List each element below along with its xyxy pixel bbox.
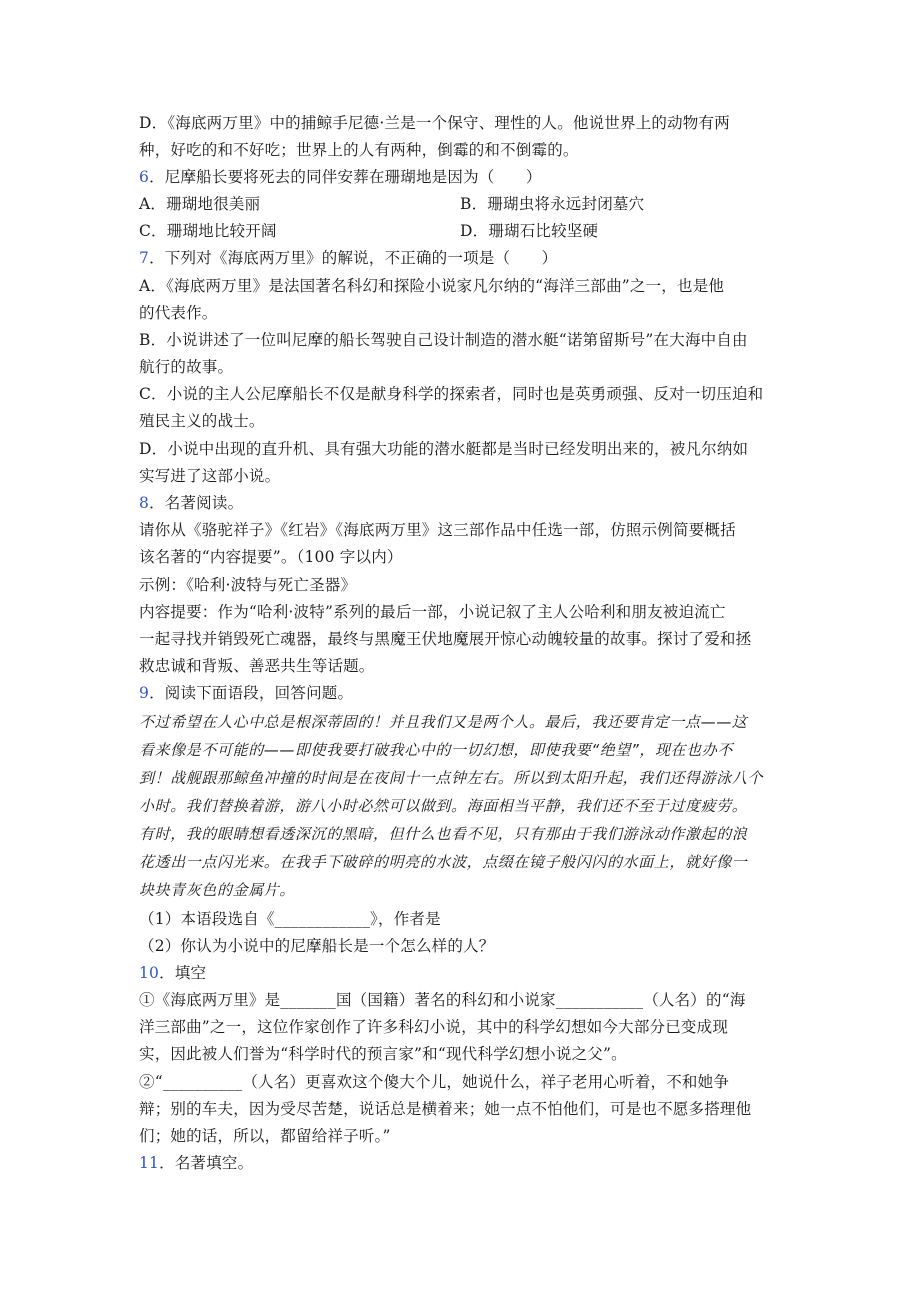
question-7-line: 实写进了这部小说。 (139, 467, 281, 485)
question-text: ．下列对《海底两万里》的解说，不正确的一项是（ ） (149, 249, 558, 267)
question-9-sub-1: （1）本语段选自《____________》，作者是 (139, 910, 441, 928)
question-8-line: 请你从《骆驼祥子》《红岩》《海底两万里》这三部作品中任选一部，仿照示例简要概括 (139, 521, 736, 539)
reading-passage-line: 看来像是不可能的——即使我要打破我心中的一切幻想，即使我要“绝望”，现在也办不 (139, 741, 733, 759)
question-7-line: B．小说讲述了一位叫尼摩的船长驾驶自己设计制造的潜水艇“诺第留斯号”在大海中自由 (139, 331, 748, 349)
question-6-stem (139, 164, 789, 190)
reading-passage-line: 花透出一点闪光来。在我手下破碎的明亮的水波，点缀在镜子般闪闪的水面上，就好像一 (139, 853, 748, 871)
question-number: 11 (139, 1154, 160, 1172)
question-9-stem (139, 680, 789, 706)
question-10-line: ①《海底两万里》是_______国（国籍）著名的科幻和小说家___________（人名）的“海 (139, 991, 746, 1009)
question-11-stem (139, 1150, 789, 1176)
question-text: ．名著阅读。 (149, 494, 244, 512)
question-8-line: 内容提要：作为“哈利·波特”系列的最后一部，小说记叙了主人公哈利和朋友被迫流亡 (139, 603, 726, 621)
reading-passage-line: 到！战舰跟那鲸鱼冲撞的时间是在夜间十一点钟左右。所以到太阳升起，我们还得游泳八个 (139, 769, 764, 787)
question-7-line: 殖民主义的战士。 (139, 412, 265, 430)
question-number: 7 (139, 249, 150, 267)
question-8-stem (139, 490, 789, 516)
reading-passage-line: 块块青灰色的金属片。 (139, 881, 296, 899)
option-b: B．珊瑚虫将永远封闭墓穴 (460, 195, 645, 213)
question-8-line: 救忠诚和背叛、善恶共生等话题。 (139, 657, 375, 675)
question-7-line: C．小说的主人公尼摩船长不仅是献身科学的探索者，同时也是英勇顽强、反对一切压迫和 (139, 385, 764, 403)
question-9-sub-2: （2）你认为小说中的尼摩船长是一个怎么样的人？ (139, 937, 495, 955)
q5-option-d-line-2: 种，好吃的和不好吃；世界上的人有两种，倒霉的和不倒霉的。 (139, 141, 579, 159)
question-8-line: 一起寻找并销毁死亡魂器，最终与黑魔王伏地魔展开惊心动魄较量的故事。探讨了爱和拯 (139, 630, 752, 648)
question-6-options-row-1 (139, 191, 789, 217)
reading-passage-line: 小时。我们替换着游，游八小时必然可以做到。海面相当平静，我们还不至于过度疲劳。 (139, 797, 748, 815)
question-text: ．填空 (159, 964, 207, 982)
question-7-line: D．小说中出现的直升机、具有强大功能的潜水艇都是当时已经发明出来的，被凡尔纳如 (139, 440, 749, 458)
question-10-line: 洋三部曲”之一，这位作家创作了许多科幻小说，其中的科学幻想如今大部分已变成现 (139, 1018, 729, 1036)
question-number: 10 (139, 964, 160, 982)
question-7-line: 航行的故事。 (139, 358, 234, 376)
question-number: 6 (139, 168, 150, 186)
question-text: ．阅读下面语段，回答问题。 (149, 684, 354, 702)
question-7-stem (139, 245, 789, 271)
option-a: A．珊瑚地很美丽 (139, 195, 261, 213)
question-8-line: 该名著的“内容提要”。（100 字以内） (139, 548, 403, 566)
question-7-line: A．《海底两万里》是法国著名科幻和探险小说家凡尔纳的“海洋三部曲”之一，也是他 (139, 277, 725, 295)
q5-option-d-line-1: D．《海底两万里》中的捕鲸手尼德·兰是一个保守、理性的人。他说世界上的动物有两 (139, 114, 730, 132)
question-number: 8 (139, 494, 150, 512)
question-text: ．名著填空。 (159, 1154, 254, 1172)
question-text: ．尼摩船长要将死去的同伴安葬在珊瑚地是因为（ ） (149, 168, 542, 186)
question-10-line: 们；她的话，所以，都留给祥子听。” (139, 1127, 391, 1145)
question-number: 9 (139, 684, 150, 702)
reading-passage-line: 有时，我的眼睛想看透深沉的黑暗，但什么也看不见，只有那由于我们游泳动作激起的浪 (139, 825, 748, 843)
question-10-line: 实，因此被人们誉为“科学时代的预言家”和“现代科学幻想小说之父”。 (139, 1045, 627, 1063)
question-10-line: ②“__________（人名）更喜欢这个傻大个儿，她说什么，祥子老用心听着，不和她争 (139, 1073, 730, 1091)
question-10-stem (139, 960, 789, 986)
question-8-example-title: 示例：《哈利·波特与死亡圣器》 (139, 576, 357, 594)
option-c: C．珊瑚地比较开阔 (139, 222, 277, 240)
question-10-line: 辩；别的车夫，因为受尽苦楚，说话总是横着来；她一点不怕他们，可是也不愿多搭理他 (139, 1100, 752, 1118)
option-d: D．珊瑚石比较坚硬 (460, 222, 599, 240)
reading-passage-line: 不过希望在人心中总是根深蒂固的！并且我们又是两个人。最后，我还要肯定一点——这 (139, 713, 748, 731)
question-7-line: 的代表作。 (139, 304, 218, 322)
question-6-options-row-2 (139, 218, 789, 244)
